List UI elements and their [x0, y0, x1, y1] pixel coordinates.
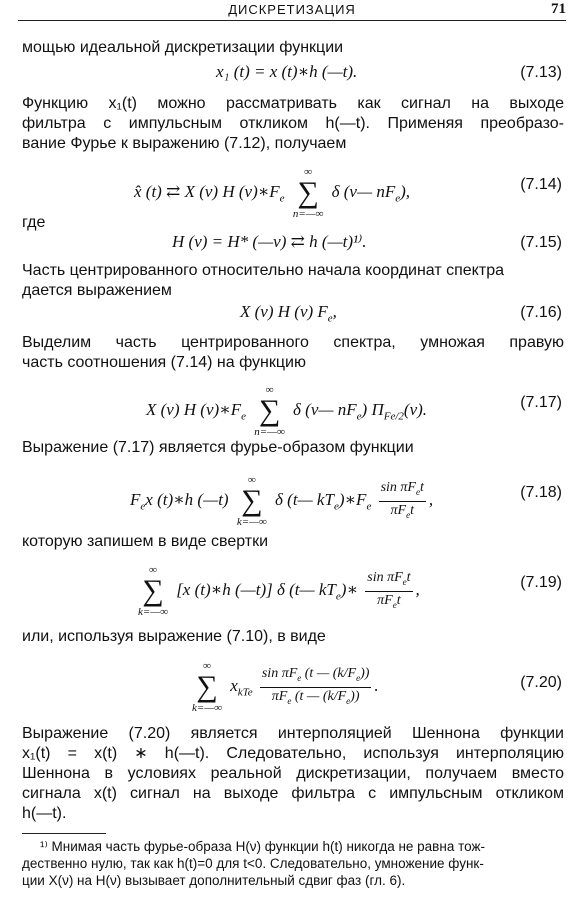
equation-subscript: e: [327, 312, 333, 325]
equation-number: (7.18): [520, 484, 562, 501]
fraction-denominator: [379, 502, 426, 524]
numerator-text: t: [419, 479, 424, 495]
text-line: которую запишем в виде свертки: [22, 533, 269, 550]
fraction: [260, 665, 372, 710]
denominator-subscript: e: [406, 509, 411, 520]
text-line: или, используя выражение (7.10), в виде: [22, 628, 326, 645]
sum-lower-limit: k=—∞: [138, 606, 168, 618]
denominator-text: πF: [377, 592, 393, 608]
text-line: Шеннона в условиях реальной дискретизации, получаем вместо: [22, 765, 564, 782]
text-line: дается выражением: [22, 282, 172, 299]
denominator-subscript: e: [287, 695, 292, 706]
sigma-icon: ∑: [297, 176, 319, 209]
paragraph: [22, 438, 564, 458]
fraction-denominator: [260, 688, 372, 710]
footnote-line: дественно нулю, так как h(t)=0 для t<0. Следовательно, умножение функ-: [22, 856, 484, 871]
equation-number: (7.19): [520, 574, 562, 591]
running-title: ДИСКРЕТИЗАЦИЯ: [228, 2, 356, 17]
sum-lower-limit: k=—∞: [236, 516, 267, 528]
equation-rhs: [x (t)∗h (—t)] δ (t— kT: [176, 579, 336, 599]
sum-lower-limit: k=—∞: [192, 702, 222, 714]
equation-lhs: X (ν) H (ν)∗F: [146, 399, 242, 419]
equation-tail: )∗F: [338, 489, 367, 509]
text-line: часть соотношения (7.14) на функцию: [22, 354, 306, 371]
equation-body: x₁ (t) = x (t)∗h (—t).: [216, 62, 358, 81]
text-line: x₁(t) = x(t) ∗ h(—t). Следовательно, используя интерполяцию: [22, 745, 564, 762]
denominator-text: t: [410, 502, 414, 518]
equation-lhs: x̂ (t) ⇄ X (ν) H (ν)∗F: [134, 181, 280, 201]
sum-upper-limit: ∞: [304, 166, 312, 178]
equation-end: ,: [428, 489, 434, 509]
text-line: фильтра с импульсным откликом h(—t). Применяя преобразо-: [22, 115, 564, 132]
summation: [192, 660, 222, 714]
equation-subscript: e: [356, 410, 362, 423]
equation-rhs: δ (t— kT: [275, 489, 334, 509]
paragraph: [22, 333, 564, 373]
text-line: вание Фурье к выражению (7.12), получаем: [22, 135, 347, 152]
text-line: Часть центрированного относительно начала координат спектра: [22, 262, 504, 279]
equation-body: H (ν) = H* (—ν) ⇄ h (—t)¹⁾.: [172, 232, 367, 251]
equation-subscript: e: [366, 500, 372, 513]
denominator-text: (t — (k/F: [291, 688, 347, 704]
equation-rhs: x: [230, 675, 238, 695]
fraction: [365, 569, 412, 614]
sigma-icon: ∑: [196, 670, 218, 703]
text-line: Выделим часть центрированного спектра, умножая правую: [22, 334, 564, 351]
numerator-text: sin πF: [367, 569, 403, 585]
equation-rhs: δ (ν— nF: [293, 399, 357, 419]
equation-subscript: e: [395, 192, 401, 205]
equation-number: (7.14): [520, 176, 562, 193]
equation-7-19: [0, 556, 584, 618]
footnote: [22, 838, 564, 889]
numerator-text: (t — (k/F: [301, 665, 357, 681]
text-line: где: [22, 214, 46, 231]
paragraph: [22, 213, 564, 233]
fraction-numerator: [260, 665, 372, 688]
running-header: [18, 0, 566, 21]
equation-subscript: kTe: [237, 686, 253, 699]
numerator-subscript: e: [297, 672, 302, 683]
numerator-text: sin πF: [380, 479, 416, 495]
sum-upper-limit: ∞: [265, 384, 274, 396]
fraction-denominator: [365, 592, 412, 614]
equation-tail: (ν).: [403, 399, 428, 419]
equation-7-17: [0, 374, 584, 438]
denominator-subscript: e: [392, 599, 397, 610]
equation-body: [134, 166, 410, 220]
equation-subscript: e: [333, 500, 339, 513]
summation: [293, 166, 324, 220]
equation-lhs: F: [130, 489, 141, 509]
paragraph: [22, 724, 564, 824]
equation-7-13: [0, 62, 584, 86]
equation-body: [134, 564, 420, 618]
equation-7-18: [0, 466, 584, 528]
equation-end: ,: [415, 579, 420, 599]
equation-text: X (ν) H (ν) F: [240, 302, 328, 321]
fraction-numerator: [379, 479, 426, 502]
sigma-icon: ∑: [241, 484, 263, 517]
equation-body: X (ν) H (ν) $F_e$,: [240, 302, 337, 325]
numerator-subscript: e: [415, 486, 420, 497]
paragraph: [22, 38, 564, 58]
equation-lhs: x (t)∗h (—t): [145, 489, 229, 509]
sum-upper-limit: ∞: [149, 564, 157, 576]
sigma-icon: ∑: [142, 574, 164, 607]
equation-7-16: [0, 302, 584, 326]
equation-subscript: e: [140, 500, 146, 513]
equation-tail: ) Π: [361, 399, 384, 419]
equation-7-20: [0, 652, 584, 716]
text-line: Выражение (7.17) является фурье-образом функции: [22, 439, 414, 456]
sum-lower-limit: n=—∞: [254, 426, 285, 438]
denominator-text: t: [396, 592, 401, 608]
text-line: h(—t).: [22, 805, 67, 822]
numerator-text: sin πF: [261, 665, 298, 681]
numerator-subscript: e: [402, 576, 407, 587]
equation-7-15: [0, 232, 584, 256]
equation-number: (7.13): [520, 64, 562, 81]
paragraph: [22, 261, 564, 301]
text-line: мощью идеальной дискретизации функции: [22, 39, 344, 56]
equation-end: .: [374, 675, 379, 695]
equation-subscript: e: [241, 410, 246, 423]
text-line: Выражение (7.20) является интерполяцией Шеннона функции: [22, 725, 564, 742]
equation-tail: )∗: [340, 579, 358, 599]
equation-body: [130, 474, 433, 528]
numerator-text: )): [360, 665, 370, 681]
equation-subscript: e: [279, 192, 285, 205]
footnote-separator: [22, 833, 106, 834]
text-line: Функцию x₁(t) можно рассматривать как сигнал на выходе: [22, 95, 564, 112]
fraction: [379, 479, 426, 524]
footnote-line: ции X(ν) на H(ν) вызывает дополнительный сдвиг фаз (гл. 6).: [22, 873, 406, 888]
numerator-subscript: e: [356, 672, 361, 683]
footnote-line: ¹⁾ Мнимая часть фурье-образа H(ν) функции h(t) никогда не равна тож-: [40, 839, 485, 854]
text-line: сигнала x(t) сигнал на выходе фильтра с импульсным откликом: [22, 785, 564, 802]
equation-subscript: Fe/2: [383, 410, 404, 423]
summation: [254, 384, 285, 438]
sum-upper-limit: ∞: [203, 660, 211, 672]
equation-number: (7.20): [520, 674, 562, 691]
equation-body: [146, 384, 427, 438]
sigma-icon: ∑: [258, 394, 281, 427]
denominator-text: )): [350, 688, 360, 704]
sum-upper-limit: ∞: [247, 474, 256, 486]
fraction-numerator: [365, 569, 412, 592]
equation-rhs: δ (ν— nF: [331, 181, 396, 201]
denominator-subscript: e: [346, 695, 351, 706]
paragraph: [22, 627, 564, 647]
equation-number: (7.15): [520, 234, 562, 251]
paragraph: [22, 94, 564, 154]
equation-number: (7.17): [520, 394, 562, 411]
paragraph: [22, 532, 564, 552]
page-number: 71: [551, 1, 566, 17]
equation-subscript: e: [335, 590, 341, 603]
summation: [138, 564, 168, 618]
sum-lower-limit: n=—∞: [292, 208, 324, 220]
summation: [237, 474, 267, 528]
equation-tail: ),: [400, 181, 411, 201]
equation-body: [188, 660, 379, 714]
denominator-text: πF: [390, 502, 407, 518]
denominator-text: πF: [271, 688, 288, 704]
equation-number: (7.16): [520, 304, 562, 321]
equation-7-14: [0, 156, 584, 220]
numerator-text: t: [406, 569, 411, 585]
